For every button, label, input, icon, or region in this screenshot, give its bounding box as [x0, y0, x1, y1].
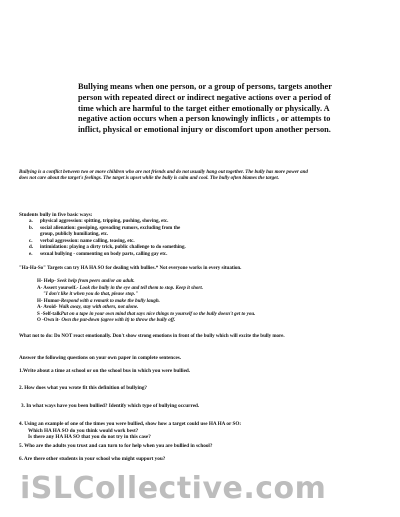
list-item: c. verbal aggression: name calling, teasing, etc. — [29, 238, 135, 244]
question-1: 1.Write about a time at school or on the school bus in which you were bullied. — [19, 368, 191, 374]
bullying-intro: Bullying is a conflict between two or more children who are not friends and do not usually hang out together. The bully has more power and does not care about the target's feelings. The target is upset while the bully is calm and cool. The bully often blames the target. — [19, 170, 308, 182]
question-4: 4. Using an example of one of the times you were bullied, show how a target could use HA HA or SO: Which HA HA SO do you think would work best? Is there any HA HA SO that you do not try in this case? — [19, 421, 242, 441]
step-assert: A- Assert yourself.- Look the bully in the eye and tell them to stop. Keep it short. — [37, 285, 203, 291]
list-item: b. social alienation: gossiping, spreading rumors, excluding from the — [29, 225, 181, 231]
question-3: 3. In what ways have you been bullied? Identify which type of bullying occurred. — [21, 403, 200, 409]
bullying-definition: Bullying means when one person, or a group of persons, targets another person with repeated direct or indirect negative actions over a period of time which are harmful to the target either emotionally or physically. A negative action occurs when a person knowingly inflicts , or attempts to inflict, physical or emotional injury or discomfort upon another person. — [78, 82, 332, 135]
list-item-continuation: group, publicly humiliating, etc. — [40, 232, 109, 237]
hahaso-steps — [37, 279, 377, 325]
five-ways-title: Students bully in five basic ways: — [19, 212, 93, 218]
watermark-logo: iSLCollective.com — [20, 471, 327, 506]
step-humor: H- Humor-Respond with a remark to make the bully laugh. — [37, 298, 160, 304]
list-item: e. sexual bullying - commenting on body parts, calling gay etc. — [29, 251, 168, 257]
question-2: 2. How does what you wrote fit this definition of bullying? — [19, 385, 148, 391]
step-assert-example: "I don't like it when you do that, please stop." — [43, 292, 138, 297]
question-5: 5. Who are the adults you trust and can turn to for help when you are bullied in school? — [19, 443, 213, 449]
question-6: 6. Are there other students in your school who might support you? — [19, 456, 166, 462]
five-ways-list — [29, 219, 319, 258]
step-help: H- Help- Seek help from peers and/or an adult. — [37, 279, 135, 284]
questions-heading: Answer the following questions on your own paper in complete sentences. — [19, 355, 182, 361]
step-own-it: O -Own it- Own the put-down (agree with it) to throw the bully off. — [37, 318, 176, 323]
step-self-talk: S -Self-talkPut on a tape in your own mind that says nice things to yourself so the bully doesn't get to you. — [37, 311, 256, 317]
what-not-to-do: What not to do: Do NOT react emotionally. Don't show strong emotions in front of the bully which will excite the bully more. — [19, 334, 285, 339]
step-avoid: A- Avoid- Walk away, stay with others, not alone. — [37, 305, 139, 310]
list-item: d. intimidation: playing a dirty trick, public challenge to do something. — [29, 245, 186, 250]
hahaso-intro: "Ha-Ha-So" Targets can try HA HA SO for dealing with bullies.* Not everyone works in every situation. — [19, 266, 242, 271]
list-item: a. physical aggression: spitting, tripping, pushing, shoving, etc. — [29, 219, 169, 224]
